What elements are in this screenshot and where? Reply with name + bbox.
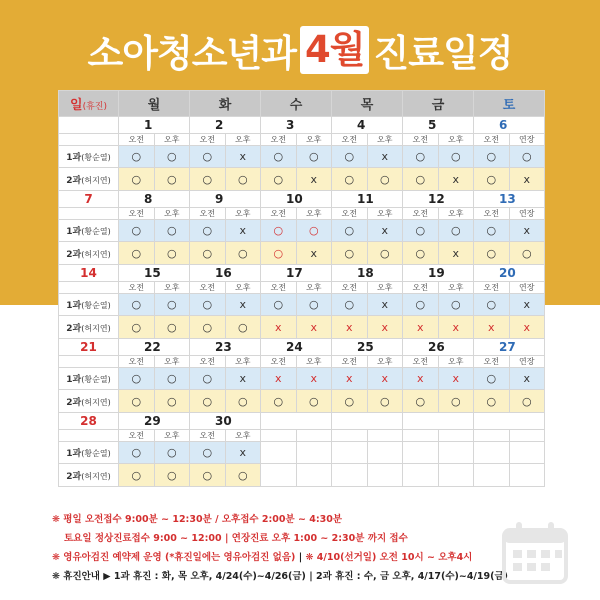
- date-cell: 3: [261, 117, 332, 134]
- status-cell: x: [296, 316, 332, 339]
- status-cell: [403, 464, 439, 487]
- status-cell: ○: [474, 242, 510, 265]
- session-am: 오전: [119, 356, 155, 368]
- session-pm: 오후: [296, 282, 332, 294]
- room2-label: [59, 316, 119, 339]
- room-name: 1과: [66, 375, 82, 385]
- status-cell: x: [225, 220, 261, 242]
- status-cell: ○: [403, 390, 439, 413]
- status-cell: ○: [119, 390, 155, 413]
- date-cell: 7: [59, 191, 119, 208]
- status-cell: [438, 464, 474, 487]
- session-pm: 오후: [296, 208, 332, 220]
- status-cell: ○: [509, 146, 545, 168]
- session-am: 오전: [403, 134, 439, 146]
- weekday-wed: 수: [261, 91, 332, 117]
- status-cell: [332, 464, 368, 487]
- session-am: 오전: [119, 430, 155, 442]
- room-name: 2과: [66, 175, 82, 186]
- session-pm: 오후: [367, 282, 403, 294]
- status-cell: ○: [403, 168, 439, 191]
- status-cell: ○: [190, 464, 226, 487]
- status-cell: ○: [154, 242, 190, 265]
- title-month: 4월: [300, 26, 370, 74]
- session-pm: 오후: [225, 430, 261, 442]
- status-cell: ○: [332, 242, 368, 265]
- room-name: 1과: [66, 153, 82, 163]
- status-cell: x: [367, 294, 403, 316]
- weekday-sat: 토: [474, 91, 545, 117]
- date-cell: [474, 413, 545, 430]
- date-cell: 28: [59, 413, 119, 430]
- session-am: 오전: [119, 282, 155, 294]
- status-cell: ○: [119, 442, 155, 464]
- status-cell: ○: [154, 168, 190, 191]
- doctor-name: (허지연): [81, 471, 111, 481]
- title-prefix: 소아청소년과: [87, 32, 296, 75]
- status-cell: ○: [190, 146, 226, 168]
- status-cell: ○: [154, 390, 190, 413]
- status-cell: ○: [367, 242, 403, 265]
- status-cell: ○: [190, 294, 226, 316]
- weekday-thu: 목: [332, 91, 403, 117]
- status-cell: [474, 442, 510, 464]
- status-cell: [509, 442, 545, 464]
- date-cell: 12: [403, 191, 474, 208]
- session-am: 오전: [332, 134, 368, 146]
- status-cell: x: [509, 294, 545, 316]
- session-am: 오전: [190, 134, 226, 146]
- session-am: [403, 430, 439, 442]
- status-cell: ○: [190, 316, 226, 339]
- status-cell: ○: [403, 220, 439, 242]
- schedule-card: [58, 90, 544, 499]
- date-row: [59, 413, 545, 430]
- room1-label: [59, 294, 119, 316]
- session-label-cell: [59, 282, 119, 294]
- status-cell: ○: [190, 168, 226, 191]
- page-title: [0, 18, 600, 82]
- session-pm: 오후: [438, 282, 474, 294]
- session-pm: 오후: [154, 356, 190, 368]
- status-cell: x: [332, 368, 368, 390]
- calendar-icon: [500, 520, 572, 586]
- status-cell: ○: [438, 146, 474, 168]
- room-name: 2과: [66, 323, 82, 334]
- session-am: 오전: [190, 356, 226, 368]
- status-cell: ○: [367, 168, 403, 191]
- session-am: [474, 430, 510, 442]
- date-cell: 29: [119, 413, 190, 430]
- status-cell: ○: [438, 220, 474, 242]
- status-cell: ○: [154, 316, 190, 339]
- status-cell: x: [367, 368, 403, 390]
- doctor-name: (허지연): [81, 323, 111, 333]
- session-am: 오전: [332, 208, 368, 220]
- status-cell: ○: [261, 294, 297, 316]
- date-cell: [332, 413, 403, 430]
- status-cell: ○: [261, 168, 297, 191]
- session-am: 오전: [474, 208, 510, 220]
- room2-row: [59, 316, 545, 339]
- status-cell: ○: [296, 146, 332, 168]
- status-cell: x: [438, 316, 474, 339]
- status-cell: ○: [190, 220, 226, 242]
- room1-label: [59, 146, 119, 168]
- session-pm: 오후: [225, 282, 261, 294]
- status-cell: x: [403, 316, 439, 339]
- status-cell: x: [296, 368, 332, 390]
- date-cell: 23: [190, 339, 261, 356]
- room2-row: [59, 464, 545, 487]
- status-cell: x: [509, 220, 545, 242]
- date-cell: 19: [403, 265, 474, 282]
- room1-row: [59, 294, 545, 316]
- status-cell: x: [296, 242, 332, 265]
- weekday-tue: 화: [190, 91, 261, 117]
- status-cell: [367, 464, 403, 487]
- date-cell: 6: [474, 117, 545, 134]
- room-name: 1과: [66, 227, 82, 237]
- status-cell: ○: [225, 390, 261, 413]
- status-cell: ○: [261, 146, 297, 168]
- status-cell: ○: [225, 316, 261, 339]
- status-cell: ○: [261, 220, 297, 242]
- date-cell: [59, 117, 119, 134]
- session-row: [59, 208, 545, 220]
- session-row: [59, 356, 545, 368]
- status-cell: ○: [119, 294, 155, 316]
- status-cell: [367, 442, 403, 464]
- status-cell: [332, 442, 368, 464]
- note-hours: ❋ 평일 오전접수 9:00분 ~ 12:30분 / 오후접수 2:00분 ~ 4:30분: [52, 514, 343, 525]
- room2-label: [59, 464, 119, 487]
- status-cell: x: [367, 220, 403, 242]
- status-cell: x: [438, 368, 474, 390]
- status-cell: x: [225, 146, 261, 168]
- status-cell: ○: [332, 146, 368, 168]
- session-pm: 오후: [154, 430, 190, 442]
- status-cell: x: [261, 316, 297, 339]
- status-cell: ○: [119, 242, 155, 265]
- session-late: 연장: [509, 282, 545, 294]
- session-am: 오전: [403, 356, 439, 368]
- date-cell: 13: [474, 191, 545, 208]
- status-cell: ○: [403, 146, 439, 168]
- status-cell: ○: [367, 390, 403, 413]
- date-cell: 22: [119, 339, 190, 356]
- date-row: [59, 191, 545, 208]
- doctor-name: (허지연): [81, 249, 111, 259]
- session-pm: 오후: [367, 134, 403, 146]
- status-cell: ○: [261, 390, 297, 413]
- session-pm: 오후: [225, 356, 261, 368]
- status-cell: ○: [474, 368, 510, 390]
- status-cell: x: [367, 146, 403, 168]
- status-cell: ○: [119, 368, 155, 390]
- status-cell: x: [438, 242, 474, 265]
- room1-row: [59, 220, 545, 242]
- session-pm: 오후: [367, 208, 403, 220]
- status-cell: x: [509, 368, 545, 390]
- status-cell: ○: [190, 442, 226, 464]
- status-cell: ○: [190, 242, 226, 265]
- status-cell: x: [296, 168, 332, 191]
- session-row: [59, 430, 545, 442]
- status-cell: [474, 464, 510, 487]
- session-label-cell: [59, 134, 119, 146]
- session-am: 오전: [261, 282, 297, 294]
- status-cell: [261, 464, 297, 487]
- note-saturday: 토요일 정상진료접수 9:00 ~ 12:00 | 연장진료 오후 1:00 ~ 2:30분 까지 접수: [64, 533, 408, 544]
- status-cell: ○: [190, 390, 226, 413]
- status-cell: ○: [154, 464, 190, 487]
- status-cell: ○: [119, 464, 155, 487]
- session-pm: 오후: [154, 282, 190, 294]
- status-cell: x: [332, 316, 368, 339]
- room-name: 2과: [66, 249, 82, 260]
- status-cell: ○: [332, 220, 368, 242]
- session-am: 오전: [474, 282, 510, 294]
- status-cell: ○: [154, 294, 190, 316]
- session-am: 오전: [332, 282, 368, 294]
- date-cell: 24: [261, 339, 332, 356]
- date-cell: 16: [190, 265, 261, 282]
- status-cell: x: [474, 316, 510, 339]
- title-suffix: 진료일정: [373, 32, 513, 75]
- status-cell: x: [403, 368, 439, 390]
- session-row: [59, 282, 545, 294]
- room-name: 1과: [66, 301, 82, 311]
- status-cell: ○: [225, 464, 261, 487]
- room1-row: [59, 442, 545, 464]
- status-cell: ○: [119, 168, 155, 191]
- room-name: 2과: [66, 471, 82, 482]
- session-pm: [438, 430, 474, 442]
- session-pm: 오후: [296, 134, 332, 146]
- session-label-cell: [59, 208, 119, 220]
- room-name: 2과: [66, 397, 82, 408]
- status-cell: [509, 464, 545, 487]
- date-cell: 15: [119, 265, 190, 282]
- session-am: 오전: [332, 356, 368, 368]
- room2-row: [59, 390, 545, 413]
- date-cell: 18: [332, 265, 403, 282]
- date-cell: 11: [332, 191, 403, 208]
- date-cell: 20: [474, 265, 545, 282]
- status-cell: [403, 442, 439, 464]
- doctor-name: (황순열): [81, 375, 111, 384]
- session-am: 오전: [190, 282, 226, 294]
- status-cell: ○: [296, 294, 332, 316]
- room1-label: [59, 368, 119, 390]
- status-cell: ○: [154, 220, 190, 242]
- status-cell: x: [225, 294, 261, 316]
- schedule-table: [58, 90, 545, 487]
- status-cell: ○: [403, 242, 439, 265]
- session-pm: 오후: [154, 208, 190, 220]
- status-cell: ○: [438, 294, 474, 316]
- status-cell: [261, 442, 297, 464]
- session-pm: 오후: [225, 208, 261, 220]
- date-row: [59, 265, 545, 282]
- room-name: 1과: [66, 449, 82, 459]
- session-am: 오전: [190, 208, 226, 220]
- session-late: [509, 430, 545, 442]
- status-cell: x: [509, 316, 545, 339]
- status-cell: ○: [332, 168, 368, 191]
- status-cell: ○: [474, 294, 510, 316]
- session-pm: [367, 430, 403, 442]
- doctor-name: (황순열): [81, 227, 111, 236]
- session-pm: 오후: [438, 134, 474, 146]
- date-cell: 27: [474, 339, 545, 356]
- session-pm: [296, 430, 332, 442]
- status-cell: ○: [296, 220, 332, 242]
- status-cell: x: [509, 168, 545, 191]
- doctor-name: (황순열): [81, 153, 111, 162]
- doctor-name: (허지연): [81, 175, 111, 185]
- session-pm: 오후: [296, 356, 332, 368]
- status-cell: ○: [509, 242, 545, 265]
- status-cell: ○: [403, 294, 439, 316]
- weekday-mon: 월: [119, 91, 190, 117]
- session-row: [59, 134, 545, 146]
- room2-label: [59, 168, 119, 191]
- session-pm: 오후: [438, 208, 474, 220]
- session-am: 오전: [261, 356, 297, 368]
- status-cell: ○: [154, 442, 190, 464]
- date-row: [59, 117, 545, 134]
- session-late: 연장: [509, 134, 545, 146]
- date-cell: 14: [59, 265, 119, 282]
- session-late: 연장: [509, 208, 545, 220]
- room1-label: [59, 442, 119, 464]
- date-cell: 9: [190, 191, 261, 208]
- doctor-name: (황순열): [81, 301, 111, 310]
- status-cell: ○: [154, 368, 190, 390]
- status-cell: ○: [474, 146, 510, 168]
- session-am: 오전: [403, 282, 439, 294]
- date-cell: 4: [332, 117, 403, 134]
- room1-row: [59, 146, 545, 168]
- session-am: 오전: [261, 134, 297, 146]
- session-pm: 오후: [438, 356, 474, 368]
- session-late: 연장: [509, 356, 545, 368]
- status-cell: [438, 442, 474, 464]
- sunday-closed-note: (휴진): [82, 102, 107, 112]
- date-cell: 5: [403, 117, 474, 134]
- status-cell: ○: [190, 368, 226, 390]
- date-cell: [403, 413, 474, 430]
- room2-label: [59, 242, 119, 265]
- status-cell: [296, 464, 332, 487]
- date-cell: 1: [119, 117, 190, 134]
- status-cell: x: [261, 368, 297, 390]
- session-pm: 오후: [154, 134, 190, 146]
- session-label-cell: [59, 430, 119, 442]
- session-pm: 오후: [367, 356, 403, 368]
- status-cell: ○: [119, 220, 155, 242]
- date-cell: 25: [332, 339, 403, 356]
- session-am: 오전: [119, 208, 155, 220]
- session-am: [261, 430, 297, 442]
- status-cell: x: [225, 442, 261, 464]
- date-cell: 26: [403, 339, 474, 356]
- session-am: 오전: [119, 134, 155, 146]
- status-cell: ○: [119, 146, 155, 168]
- room2-row: [59, 168, 545, 191]
- status-cell: ○: [225, 168, 261, 191]
- room1-label: [59, 220, 119, 242]
- date-cell: 17: [261, 265, 332, 282]
- status-cell: x: [225, 368, 261, 390]
- session-am: 오전: [474, 356, 510, 368]
- room1-row: [59, 368, 545, 390]
- status-cell: ○: [332, 294, 368, 316]
- status-cell: ○: [438, 390, 474, 413]
- date-row: [59, 339, 545, 356]
- status-cell: [296, 442, 332, 464]
- weekday-sun: 일(휴진): [59, 91, 119, 117]
- status-cell: ○: [154, 146, 190, 168]
- note-checkup: ❋ 영유아검진 예약제 운영 (*휴진일에는 영유아검진 없음) | ❋ 4/10(선거일) 오전 10시 ~ 오후4시: [52, 552, 473, 563]
- status-cell: ○: [474, 390, 510, 413]
- session-am: 오전: [190, 430, 226, 442]
- doctor-name: (허지연): [81, 397, 111, 407]
- weekday-fri: 금: [403, 91, 474, 117]
- date-cell: 21: [59, 339, 119, 356]
- status-cell: ○: [296, 390, 332, 413]
- status-cell: ○: [119, 316, 155, 339]
- status-cell: x: [367, 316, 403, 339]
- weekday-header-row: [59, 91, 545, 117]
- notes: [52, 510, 552, 586]
- date-cell: [261, 413, 332, 430]
- status-cell: ○: [474, 220, 510, 242]
- room2-label: [59, 390, 119, 413]
- date-cell: 30: [190, 413, 261, 430]
- status-cell: ○: [261, 242, 297, 265]
- date-cell: 8: [119, 191, 190, 208]
- status-cell: ○: [509, 390, 545, 413]
- date-cell: 2: [190, 117, 261, 134]
- session-am: 오전: [261, 208, 297, 220]
- status-cell: ○: [332, 390, 368, 413]
- session-am: [332, 430, 368, 442]
- status-cell: ○: [474, 168, 510, 191]
- status-cell: ○: [225, 242, 261, 265]
- session-label-cell: [59, 356, 119, 368]
- status-cell: x: [438, 168, 474, 191]
- note-closures: ❋ 휴진안내 ▶ 1과 휴진 : 화, 목 오후, 4/24(수)~4/26(금) | 2과 휴진 : 수, 금 오후, 4/17(수)~4/19(금): [52, 571, 508, 582]
- session-am: 오전: [474, 134, 510, 146]
- room2-row: [59, 242, 545, 265]
- session-am: 오전: [403, 208, 439, 220]
- doctor-name: (황순열): [81, 449, 111, 458]
- session-pm: 오후: [225, 134, 261, 146]
- date-cell: 10: [261, 191, 332, 208]
